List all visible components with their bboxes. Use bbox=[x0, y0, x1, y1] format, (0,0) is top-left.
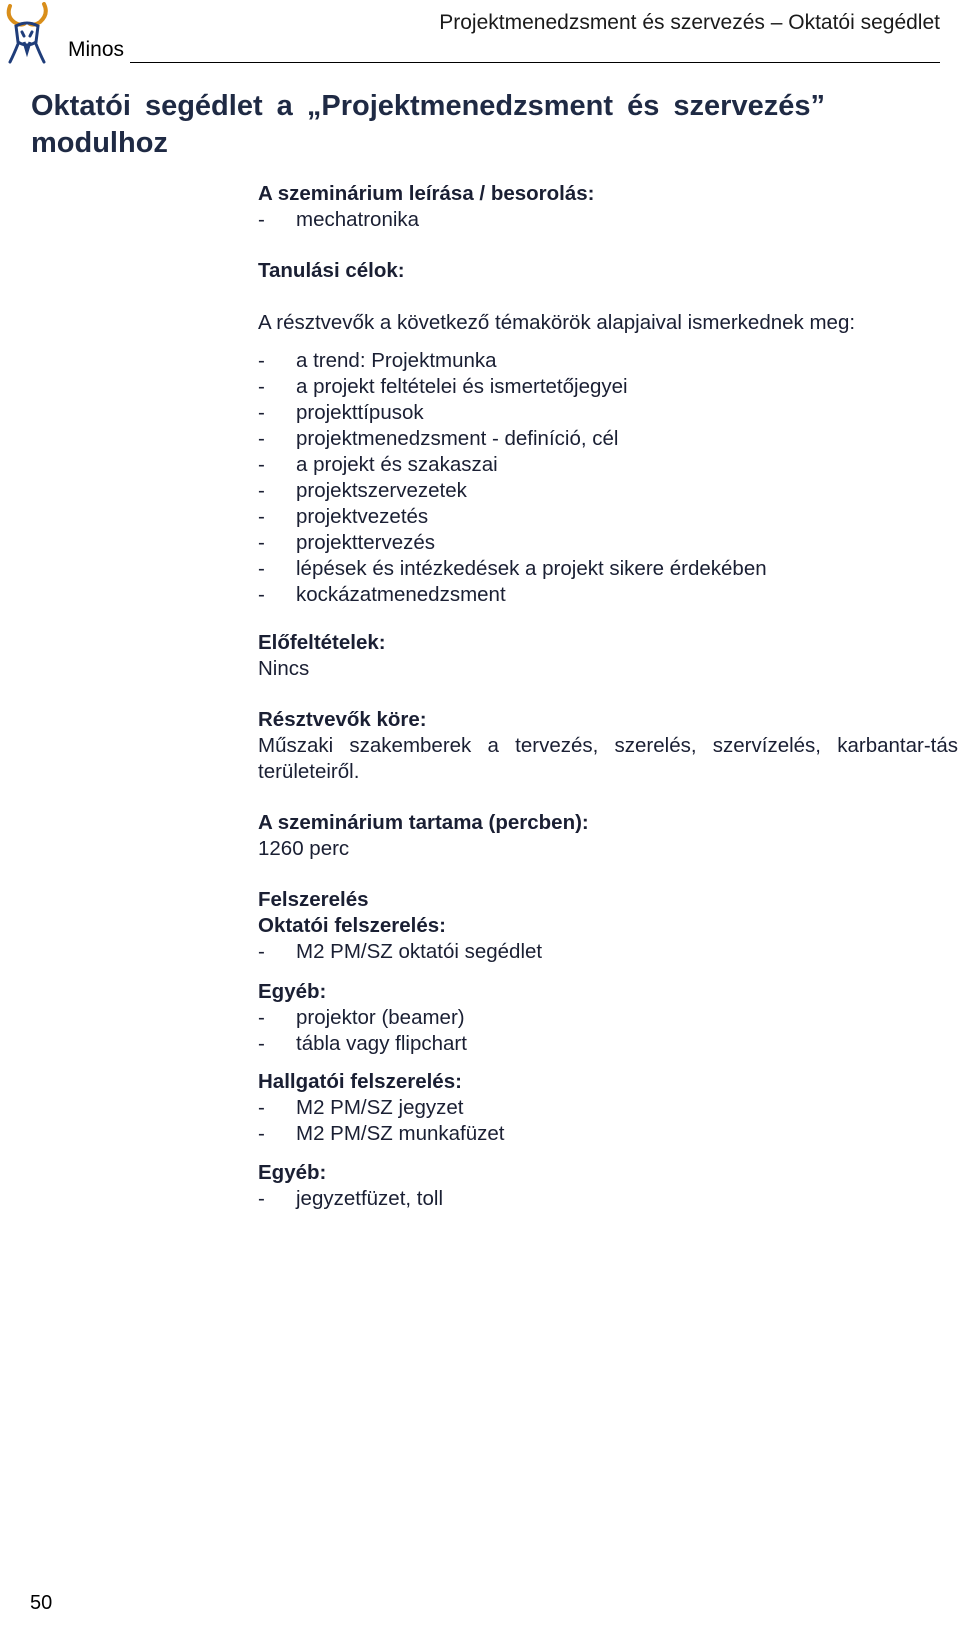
list-item: - projekttípusok bbox=[258, 401, 424, 424]
student-equipment-section bbox=[258, 1069, 958, 1147]
list-item: - a projekt és szakaszai bbox=[258, 453, 498, 476]
list-item: - projektmenedzsment - definíció, cél bbox=[258, 427, 619, 450]
goals-heading: Tanulási célok: bbox=[258, 259, 405, 282]
participants-text: Műszaki szakemberek a tervezés, szerelés, szervízelés, karbantar-tás területeiről. bbox=[258, 734, 958, 783]
list-item: - a trend: Projektmunka bbox=[258, 349, 497, 372]
student-other-section bbox=[258, 1160, 958, 1212]
goals-section bbox=[258, 258, 958, 284]
prerequisites-heading: Előfeltételek: bbox=[258, 631, 386, 654]
participants-heading: Résztvevők köre: bbox=[258, 708, 427, 731]
list-item: - M2 PM/SZ jegyzet bbox=[258, 1096, 464, 1119]
list-item: - projektor (beamer) bbox=[258, 1006, 465, 1029]
goals-list bbox=[258, 348, 958, 608]
list-item: - mechatronika bbox=[258, 208, 420, 231]
duration-section bbox=[258, 810, 958, 862]
list-item: - kockázatmenedzsment bbox=[258, 583, 506, 606]
student-other-heading: Egyéb: bbox=[258, 1161, 327, 1184]
trainer-other-heading: Egyéb: bbox=[258, 980, 327, 1003]
header-rule bbox=[130, 62, 940, 63]
header-title: Projektmenedzsment és szervezés – Oktatói segédlet bbox=[439, 11, 940, 34]
list-item: - tábla vagy flipchart bbox=[258, 1032, 467, 1055]
equipment-section bbox=[258, 887, 958, 965]
trainer-equipment-heading: Oktatói felszerelés: bbox=[258, 914, 446, 937]
student-equipment-heading: Hallgatói felszerelés: bbox=[258, 1070, 462, 1093]
goals-intro: A résztvevők a következő témakörök alapjaival ismerkednek meg: bbox=[258, 311, 856, 334]
prerequisites-text: Nincs bbox=[258, 657, 310, 680]
page-number: 50 bbox=[30, 1592, 53, 1614]
goals-intro-block bbox=[258, 310, 958, 336]
minos-logo bbox=[2, 2, 52, 66]
trainer-other-section bbox=[258, 979, 958, 1057]
list-item: - a projekt feltételei és ismertetőjegyei bbox=[258, 375, 628, 398]
participants-section bbox=[258, 707, 958, 785]
duration-text: 1260 perc bbox=[258, 837, 350, 860]
prerequisites-section bbox=[258, 630, 958, 682]
description-section bbox=[258, 181, 958, 233]
list-item: - jegyzetfüzet, toll bbox=[258, 1187, 443, 1210]
duration-heading: A szeminárium tartama (percben): bbox=[258, 811, 589, 834]
list-item: - projektszervezetek bbox=[258, 479, 467, 502]
document-title: Oktatói segédlet a „Projektmenedzsment és szervezés” modulhoz bbox=[31, 90, 825, 159]
equipment-heading: Felszerelés bbox=[258, 888, 369, 911]
description-heading: A szeminárium leírása / besorolás: bbox=[258, 182, 595, 205]
header-brand: Minos bbox=[68, 38, 125, 61]
list-item: - projekttervezés bbox=[258, 531, 436, 554]
list-item: - lépések és intézkedések a projekt sikere érdekében bbox=[258, 557, 767, 580]
list-item: - projektvezetés bbox=[258, 505, 429, 528]
list-item: - M2 PM/SZ oktatói segédlet bbox=[258, 940, 543, 963]
list-item: - M2 PM/SZ munkafüzet bbox=[258, 1122, 505, 1145]
